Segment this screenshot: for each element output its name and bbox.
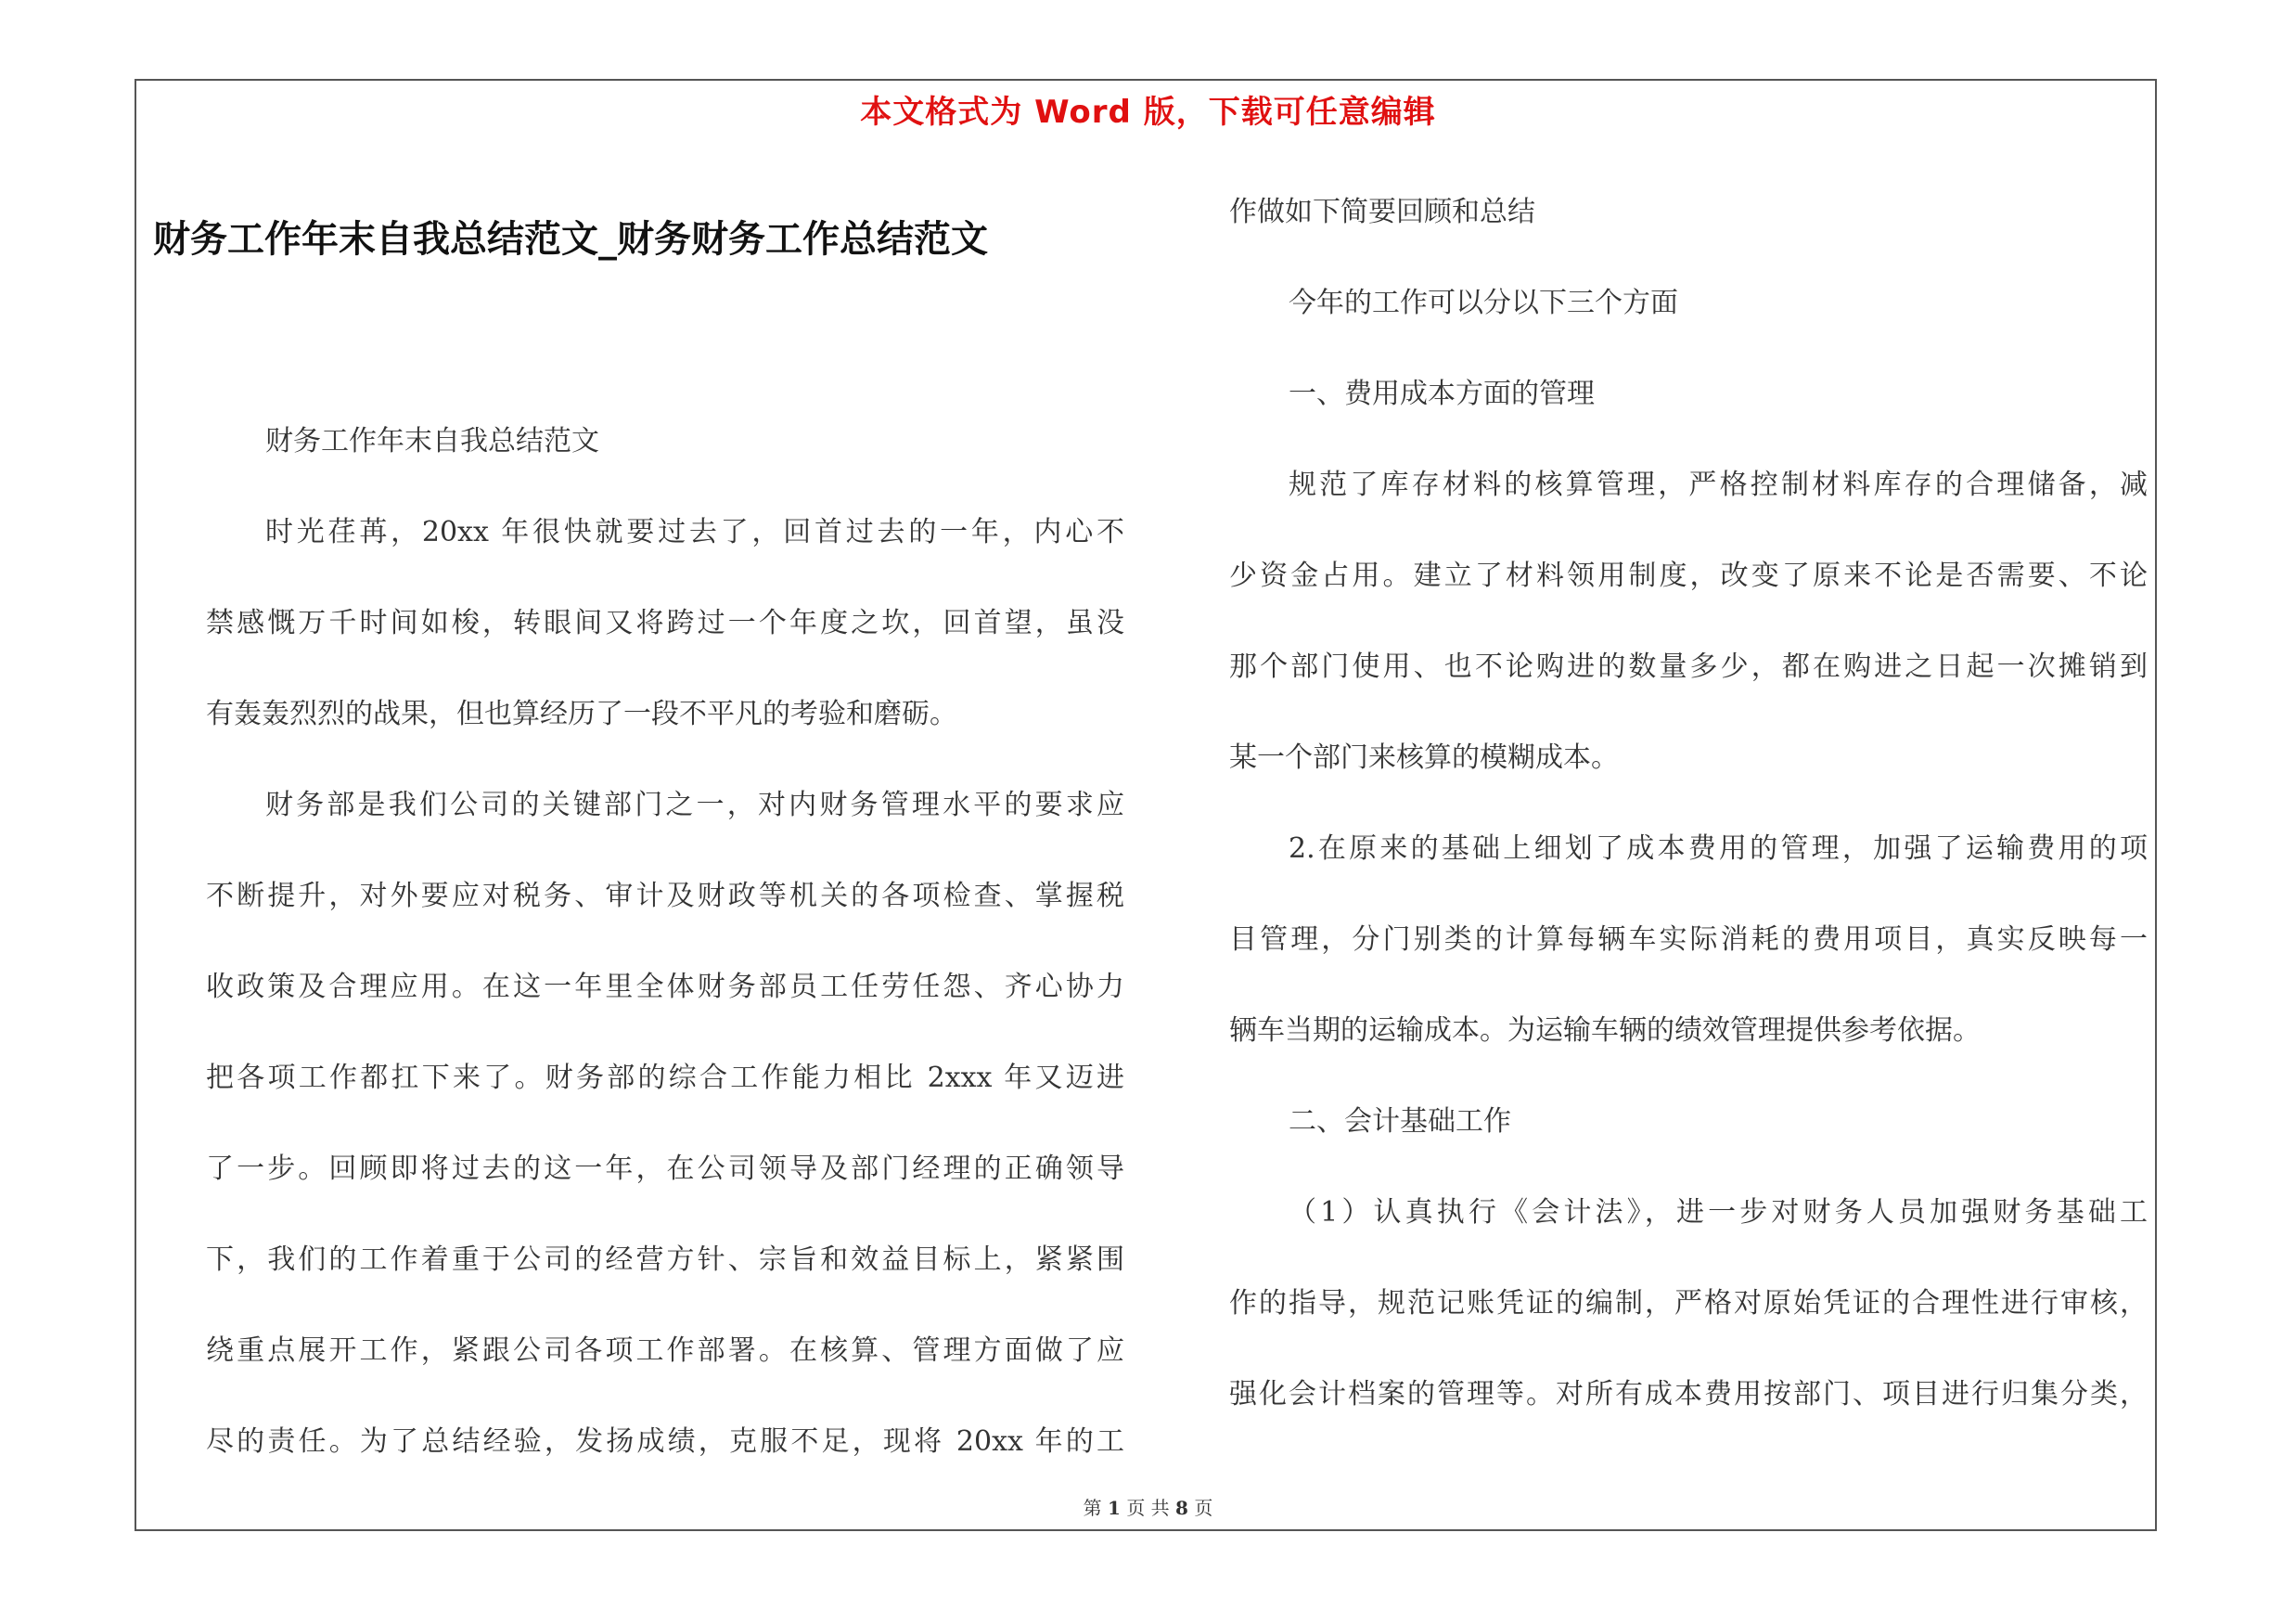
- text-line: 辆车当期的运输成本。为运输车辆的绩效管理提供参考依据。: [1229, 1014, 1981, 1047]
- footer-prefix: 第: [1083, 1497, 1102, 1519]
- left-column: [206, 396, 1124, 1488]
- text-line: 收政策及合理应用。在这一年里全体财务部员工任劳任怨、齐心协力: [206, 971, 1124, 1003]
- text-line: 有轰轰烈烈的战果，但也算经历了一段不平凡的考验和磨砺。: [206, 698, 957, 730]
- text-line: 少资金占用。建立了材料领用制度，改变了原来不论是否需要、不论: [1229, 560, 2148, 592]
- text-line: 了一步。回顾即将过去的这一年，在公司领导及部门经理的正确领导: [206, 1153, 1124, 1185]
- text-line: 把各项工作都扛下来了。财务部的综合工作能力相比 2xxx 年又迈进: [206, 1062, 1124, 1094]
- footer-middle: 页 共: [1126, 1497, 1170, 1519]
- text-line: 那个部门使用、也不论购进的数量多少，都在购进之日起一次摊销到: [1229, 650, 2148, 683]
- text-line: 时光荏苒，20xx 年很快就要过去了，回首过去的一年，内心不: [265, 516, 1124, 548]
- right-column: [1229, 167, 2148, 1440]
- text-line: 某一个部门来核算的模糊成本。: [1229, 741, 1619, 774]
- text-line: 目管理，分门别类的计算每辆车实际消耗的费用项目，真实反映每一: [1229, 923, 2148, 956]
- document-title: 财务工作年末自我总结范文_财务财务工作总结范文: [153, 218, 988, 261]
- text-line: 禁感慨万千时间如梭，转眼间又将跨过一个年度之坎，回首望，虽没: [206, 607, 1124, 639]
- text-line: 今年的工作可以分以下三个方面: [1289, 287, 1678, 319]
- text-line: 财务工作年末自我总结范文: [265, 425, 599, 457]
- text-line: 作做如下简要回顾和总结: [1229, 196, 1535, 228]
- text-line: 2.在原来的基础上细划了成本费用的管理，加强了运输费用的项: [1289, 832, 2148, 865]
- text-line: 作的指导，规范记账凭证的编制，严格对原始凭证的合理性进行审核，: [1229, 1287, 2148, 1320]
- current-page-number: 1: [1108, 1497, 1121, 1519]
- page-footer: [0, 1493, 2296, 1520]
- text-line: 强化会计档案的管理等。对所有成本费用按部门、项目进行归集分类，: [1229, 1378, 2148, 1410]
- text-line: （1）认真执行《会计法》，进一步对财务人员加强财务基础工: [1289, 1196, 2148, 1229]
- text-line: 二、会计基础工作: [1289, 1105, 1511, 1138]
- footer-suffix: 页: [1194, 1497, 1213, 1519]
- text-line: 规范了库存材料的核算管理，严格控制材料库存的合理储备，减: [1289, 469, 2148, 501]
- total-page-count: 8: [1175, 1497, 1188, 1519]
- text-line: 尽的责任。为了总结经验，发扬成绩，克服不足，现将 20xx 年的工: [206, 1425, 1124, 1458]
- text-line: 一、费用成本方面的管理: [1289, 378, 1595, 410]
- text-line: 绕重点展开工作，紧跟公司各项工作部署。在核算、管理方面做了应: [206, 1334, 1124, 1367]
- editable-format-notice: 本文格式为 Word 版，下载可任意编辑: [860, 94, 1436, 131]
- text-line: 下，我们的工作着重于公司的经营方针、宗旨和效益目标上，紧紧围: [206, 1243, 1124, 1276]
- text-line: 财务部是我们公司的关键部门之一，对内财务管理水平的要求应: [265, 789, 1124, 821]
- text-line: 不断提升，对外要应对税务、审计及财政等机关的各项检查、掌握税: [206, 880, 1124, 912]
